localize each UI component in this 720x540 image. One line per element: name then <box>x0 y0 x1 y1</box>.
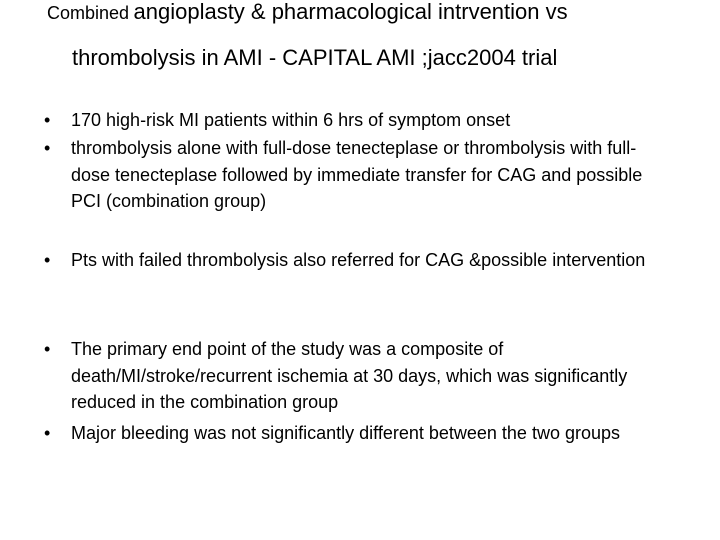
bullet-item <box>44 336 674 416</box>
bullet-marker: • <box>44 250 51 270</box>
bullet-item <box>44 247 674 274</box>
bullet-marker: • <box>44 423 51 443</box>
title-line-2: thrombolysis in AMI - CAPITAL AMI ;jacc2004 trial <box>72 45 558 70</box>
title-prefix: Combined <box>47 3 130 23</box>
bullet-text: thrombolysis alone with full-dose tenecteplase or thrombolysis with full-dose tenecteplase followed by immediate transfer for CAG and possible PCI (combination group) <box>71 138 643 211</box>
bullet-item <box>44 420 674 447</box>
bullet-marker: • <box>44 138 51 158</box>
bullet-text: Major bleeding was not significantly different between the two groups <box>71 423 620 443</box>
bullet-marker: • <box>44 339 51 359</box>
bullet-item <box>44 107 674 134</box>
title-line-1-text: angioplasty & pharmacological intrvention vs <box>133 0 568 24</box>
bullet-text: The primary end point of the study was a composite of death/MI/stroke/recurrent ischemia at 30 days, which was significantly reduced in the combination group <box>71 339 628 412</box>
bullet-marker: • <box>44 110 51 130</box>
bullet-item <box>44 135 674 215</box>
title-line-1 <box>47 0 568 27</box>
bullet-text: 170 high-risk MI patients within 6 hrs of symptom onset <box>71 110 511 130</box>
bullet-text: Pts with failed thrombolysis also referred for CAG &possible intervention <box>71 250 646 270</box>
